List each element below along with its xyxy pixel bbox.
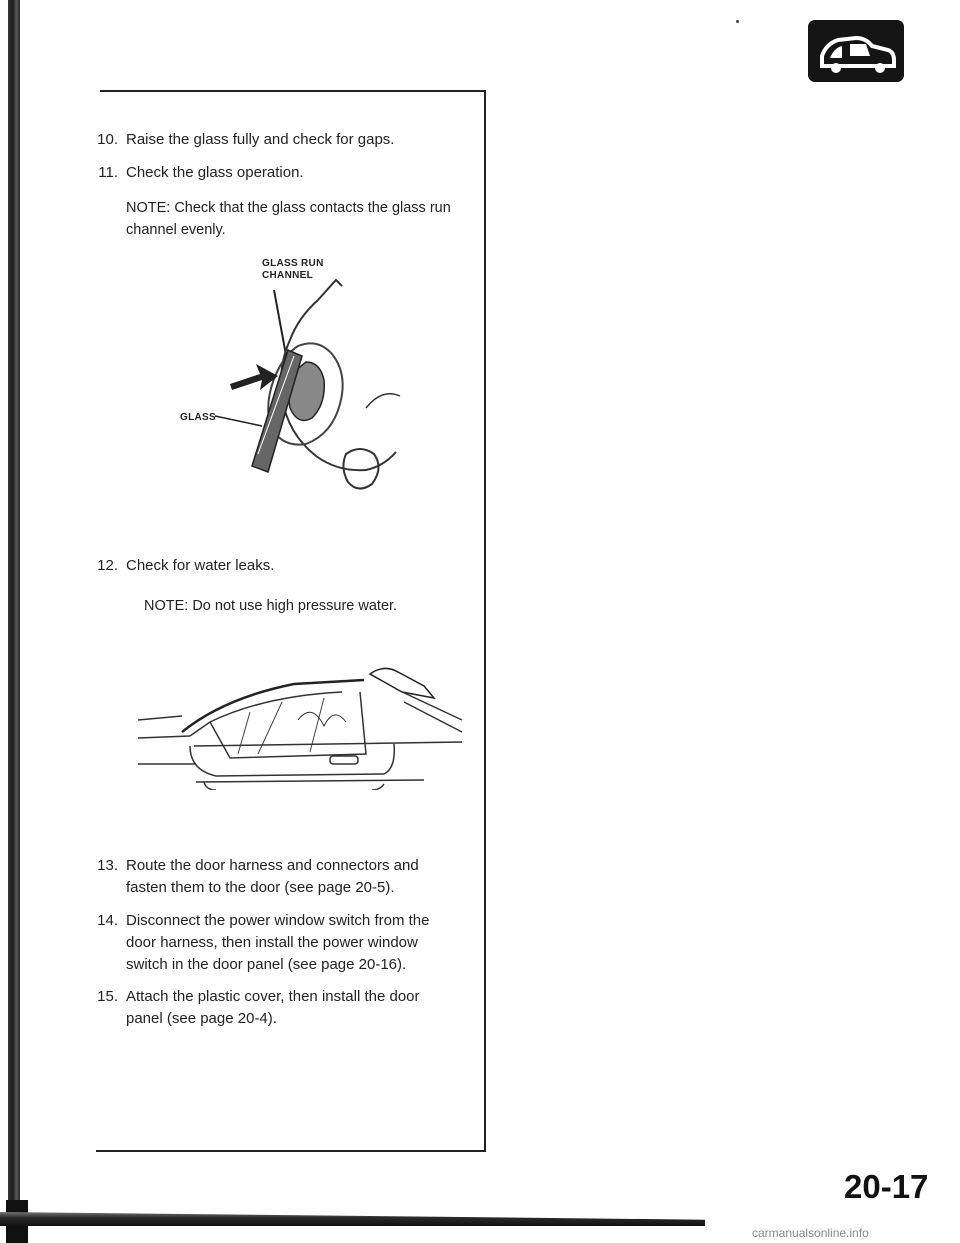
figure-label-glass: GLASS	[180, 412, 216, 423]
figure-label-glass-run-line2: CHANNEL	[262, 270, 313, 281]
note-pressure: NOTE: Do not use high pressure water.	[144, 598, 398, 614]
step-number: 12.	[97, 557, 118, 574]
step-text: Check for water leaks.	[126, 557, 275, 574]
watermark: carmanualsonline.info	[752, 1226, 869, 1240]
water-leak-check-figure	[134, 662, 464, 790]
step-text: Attach the plastic cover, then install the door panel (see page 20-4).	[126, 988, 420, 1027]
step-number: 14.	[97, 912, 118, 929]
step-text: Route the door harness and connectors and fasten them to the door (see page 20-5).	[126, 857, 419, 896]
content-frame-top	[100, 90, 486, 92]
note-glass-contact: NOTE: Check that the glass contacts the glass run channel evenly.	[126, 200, 451, 238]
step-text: Check the glass operation.	[126, 164, 304, 181]
step-number: 15.	[97, 988, 118, 1005]
page-number: 20-17	[844, 1168, 929, 1205]
scan-speck	[736, 20, 739, 23]
step-number: 11.	[98, 164, 118, 181]
section-badge	[808, 20, 904, 82]
car-body-icon	[808, 20, 904, 82]
bottom-binding-strip	[0, 1212, 705, 1226]
car-door-drawing	[134, 662, 464, 790]
content-frame-bottom	[96, 1150, 486, 1152]
page-edge-bar	[8, 0, 20, 1205]
content-frame-right	[484, 90, 486, 1150]
step-number: 13.	[97, 857, 118, 874]
figure-label-glass-run-line1: GLASS RUN	[262, 258, 324, 269]
step-text: Disconnect the power window switch from the door harness, then install the power window switch in the door panel (see page 20-16).	[126, 912, 430, 973]
glass-run-channel-drawing	[170, 258, 410, 508]
step-number: 10.	[97, 131, 118, 148]
step-text: Raise the glass fully and check for gaps.	[126, 131, 395, 148]
glass-run-channel-figure	[170, 258, 410, 508]
